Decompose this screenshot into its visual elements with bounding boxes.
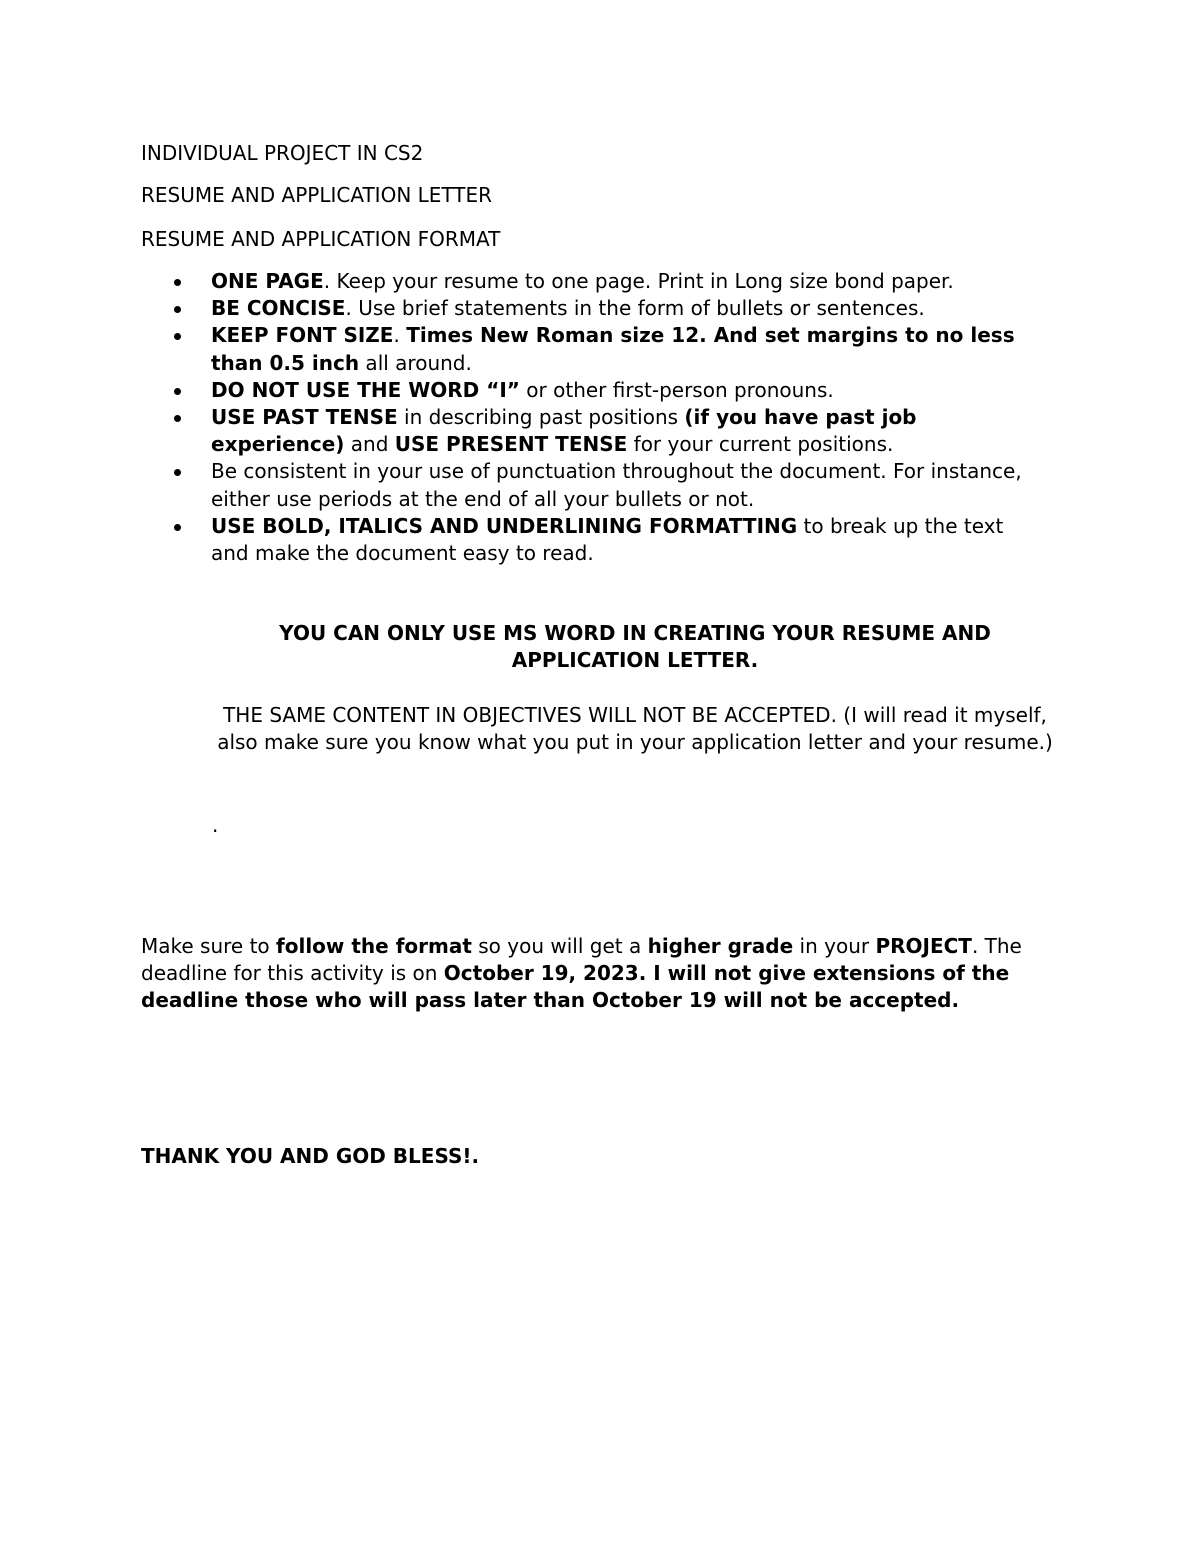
bold-text-run: Times New Roman size 12. And set margins to no less than 0.5 inch (211, 323, 1015, 375)
bullet-icon (174, 415, 181, 422)
text-run: and (344, 432, 395, 457)
bullet-text (211, 323, 1015, 374)
text-run: in describing past positions (397, 405, 685, 430)
text-run: to break up the text and make the document easy to read. (211, 513, 1004, 566)
list-item (141, 295, 1041, 322)
document-subtitle: RESUME AND APPLICATION LETTER (141, 183, 493, 207)
bullet-text (211, 514, 1003, 565)
list-item (141, 377, 1041, 404)
bold-text-run: BE CONCISE (211, 296, 346, 321)
stray-dot: . (212, 813, 219, 837)
bullet-text (211, 405, 917, 456)
bullet-icon (174, 333, 181, 340)
text-run: Make sure to (141, 934, 277, 958)
text-run: or other first-person pronouns. (519, 377, 834, 402)
bold-text-run: higher grade (647, 934, 794, 958)
bullet-text (211, 459, 1022, 510)
bold-text-run: follow the format (276, 934, 472, 958)
bullet-icon (174, 388, 181, 395)
text-run: so you will get a (471, 934, 648, 958)
list-item (141, 458, 1041, 512)
text-run: . Use brief statements in the form of bullets or sentences. (345, 296, 925, 321)
list-item (141, 404, 1041, 458)
bullet-icon (174, 306, 181, 313)
list-item (141, 322, 1041, 376)
ms-word-notice: YOU CAN ONLY USE MS WORD IN CREATING YOUR RESUME AND APPLICATION LETTER. (279, 621, 991, 673)
bullet-icon (174, 469, 181, 476)
deadline-paragraph (141, 933, 1061, 1015)
bullet-text (211, 296, 925, 320)
bold-text-run: October 19, 2023. I will not give extensions of the deadline those who will pass later than October 19 will not be accepted. (141, 961, 1010, 1013)
list-item (141, 513, 1041, 567)
bold-text-run: PROJECT (875, 934, 972, 958)
text-run: . (393, 323, 407, 348)
text-run: for your current positions. (627, 432, 894, 457)
bold-text-run: USE BOLD, ITALICS AND UNDERLINING FORMATTING (211, 513, 798, 538)
bold-text-run: USE PAST TENSE (211, 405, 398, 430)
text-run: . The deadline for this activity is on (141, 934, 1022, 986)
text-run: all around. (359, 350, 472, 375)
bold-text-run: USE PRESENT TENSE (394, 432, 628, 457)
format-rules-list (141, 268, 1041, 567)
bold-text-run: (if you have past job experience) (211, 405, 917, 457)
section-heading: RESUME AND APPLICATION FORMAT (141, 227, 501, 251)
bold-text-run: DO NOT USE THE WORD “I” (211, 377, 520, 402)
bullet-icon (174, 524, 181, 531)
list-item (141, 268, 1041, 295)
bullet-text (211, 378, 834, 402)
bold-text-run: ONE PAGE (211, 269, 324, 293)
text-run: Be consistent in your use of punctuation throughout the document. For instance, either use periods at the end of all your bullets or not. (211, 459, 1022, 511)
document-title: INDIVIDUAL PROJECT IN CS2 (141, 141, 424, 165)
same-content-notice: THE SAME CONTENT IN OBJECTIVES WILL NOT BE ACCEPTED. (I will read it myself, also make sure you know what you put in your application letter and your resume.) (217, 703, 1053, 755)
bullet-text (211, 269, 954, 293)
closing-thanks: THANK YOU AND GOD BLESS!. (141, 1144, 480, 1168)
text-run: in your (793, 934, 876, 958)
text-run: . Keep your resume to one page. Print in Long size bond paper. (323, 269, 954, 293)
bullet-icon (174, 279, 181, 286)
bold-text-run: KEEP FONT SIZE (211, 323, 394, 348)
